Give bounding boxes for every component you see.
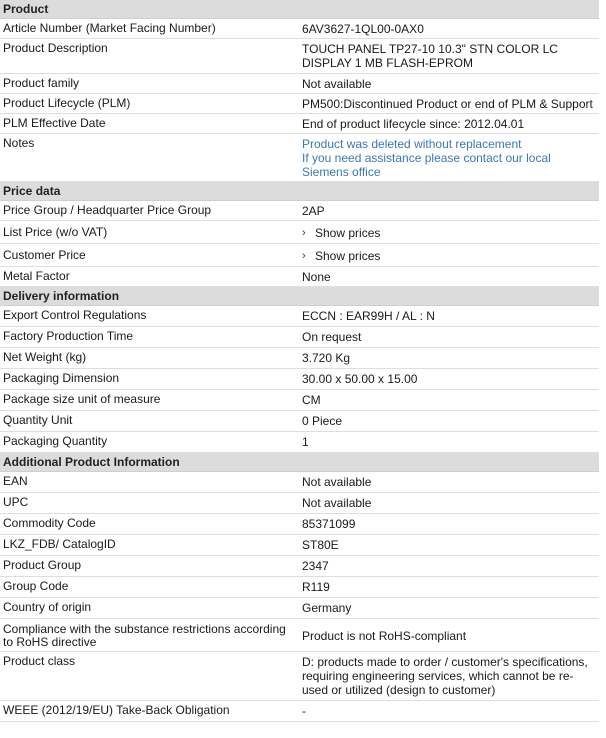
- row-label: EAN: [3, 474, 28, 488]
- show-list-prices-link[interactable]: [302, 226, 596, 240]
- row-value: D: products made to order / customer's specifications, requiring engineering services, which cannot be re-used or utilized (design to customer): [302, 655, 588, 697]
- row-value: Not available: [302, 77, 372, 91]
- row-value: 2347: [302, 559, 329, 573]
- row-customer-price: [0, 244, 599, 267]
- row-value: PM500:Discontinued Product or end of PLM & Support: [302, 97, 593, 111]
- row-value: ECCN : EAR99H / AL : N: [302, 309, 435, 323]
- row-group-code: [0, 577, 599, 598]
- row-notes: [0, 134, 599, 182]
- row-label: UPC: [3, 495, 29, 509]
- chevron-right-icon: ›: [302, 226, 306, 239]
- row-label: Package size unit of measure: [3, 392, 161, 406]
- row-value: ST80E: [302, 538, 339, 552]
- row-label: Metal Factor: [3, 269, 70, 283]
- row-value: Germany: [302, 601, 352, 615]
- row-factory-production-time: [0, 327, 599, 348]
- row-value: -: [302, 704, 306, 718]
- row-value: 0 Piece: [302, 414, 343, 428]
- row-commodity-code: [0, 514, 599, 535]
- row-list-price: [0, 221, 599, 244]
- show-prices-label: Show prices: [315, 248, 381, 263]
- row-weee: [0, 701, 599, 722]
- row-label: WEEE (2012/19/EU) Take-Back Obligation: [3, 703, 230, 717]
- row-package-size-unit: [0, 390, 599, 411]
- row-value: 30.00 x 50.00 x 15.00: [302, 372, 418, 386]
- customer-price-value: [299, 246, 599, 265]
- notes-line: If you need assistance please contact our local: [302, 151, 551, 165]
- row-product-description: [0, 39, 599, 74]
- row-label: Customer Price: [3, 248, 86, 262]
- row-label: Product family: [3, 76, 80, 90]
- row-plm-effective-date: [0, 114, 599, 134]
- row-country-of-origin: [0, 598, 599, 619]
- row-value: 2AP: [302, 204, 325, 218]
- show-prices-label: Show prices: [315, 225, 381, 240]
- section-header-price-data: Price data: [0, 182, 599, 201]
- row-product-lifecycle: [0, 94, 599, 114]
- row-value: On request: [302, 330, 362, 344]
- row-metal-factor: [0, 267, 599, 287]
- row-label: List Price (w/o VAT): [3, 225, 108, 239]
- row-rohs-compliance: [0, 619, 599, 652]
- section-header-delivery-information: Delivery information: [0, 287, 599, 306]
- row-value: 3.720 Kg: [302, 351, 351, 365]
- row-label: Country of origin: [3, 600, 92, 614]
- row-label: Net Weight (kg): [3, 350, 87, 364]
- row-value: End of product lifecycle since: 2012.04.01: [302, 117, 525, 131]
- row-catalog-id: [0, 535, 599, 556]
- notes-line: Product was deleted without replacement: [302, 137, 522, 151]
- row-label: Packaging Dimension: [3, 371, 120, 385]
- row-product-family: [0, 74, 599, 94]
- row-label: Quantity Unit: [3, 413, 73, 427]
- row-product-group: [0, 556, 599, 577]
- row-value: None: [302, 270, 331, 284]
- row-article-number: [0, 19, 599, 39]
- row-value: R119: [302, 580, 330, 594]
- row-value: CM: [302, 393, 321, 407]
- row-label: Packaging Quantity: [3, 434, 108, 448]
- row-label: Group Code: [3, 579, 69, 593]
- row-label: Article Number (Market Facing Number): [3, 21, 216, 35]
- section-header-additional-information: Additional Product Information: [0, 453, 599, 472]
- row-value: 85371099: [302, 517, 356, 531]
- row-upc: [0, 493, 599, 514]
- row-label: Notes: [3, 136, 35, 150]
- row-packaging-quantity: [0, 432, 599, 453]
- row-label: Product Lifecycle (PLM): [3, 96, 131, 110]
- show-customer-prices-link[interactable]: [302, 249, 596, 263]
- row-product-class: [0, 652, 599, 701]
- list-price-value: [299, 223, 599, 242]
- row-label: PLM Effective Date: [3, 116, 106, 130]
- notes-value: [299, 134, 599, 181]
- row-price-group: [0, 201, 599, 221]
- row-export-control: [0, 306, 599, 327]
- row-label: Export Control Regulations: [3, 308, 147, 322]
- row-value: Not available: [302, 496, 372, 510]
- row-value: TOUCH PANEL TP27-10 10.3" STN COLOR LC DISPLAY 1 MB FLASH-EPROM: [302, 42, 558, 70]
- row-label: Commodity Code: [3, 516, 96, 530]
- chevron-right-icon: ›: [302, 249, 306, 262]
- section-header-product: Product: [0, 0, 599, 19]
- row-value: 6AV3627-1QL00-0AX0: [302, 22, 424, 36]
- row-net-weight: [0, 348, 599, 369]
- row-packaging-dimension: [0, 369, 599, 390]
- row-label: Product class: [3, 654, 76, 668]
- row-ean: [0, 472, 599, 493]
- row-label: Product Description: [3, 41, 108, 55]
- row-quantity-unit: [0, 411, 599, 432]
- notes-line: Siemens office: [302, 165, 381, 179]
- row-label: LKZ_FDB/ CatalogID: [3, 537, 116, 551]
- row-label: Compliance with the substance restrictions according to RoHS directive: [3, 621, 286, 649]
- row-value: Not available: [302, 475, 372, 489]
- row-label: Price Group / Headquarter Price Group: [3, 203, 212, 217]
- row-label: Factory Production Time: [3, 329, 134, 343]
- row-value: Product is not RoHS-compliant: [302, 628, 467, 643]
- row-label: Product Group: [3, 558, 82, 572]
- row-value: 1: [302, 435, 309, 449]
